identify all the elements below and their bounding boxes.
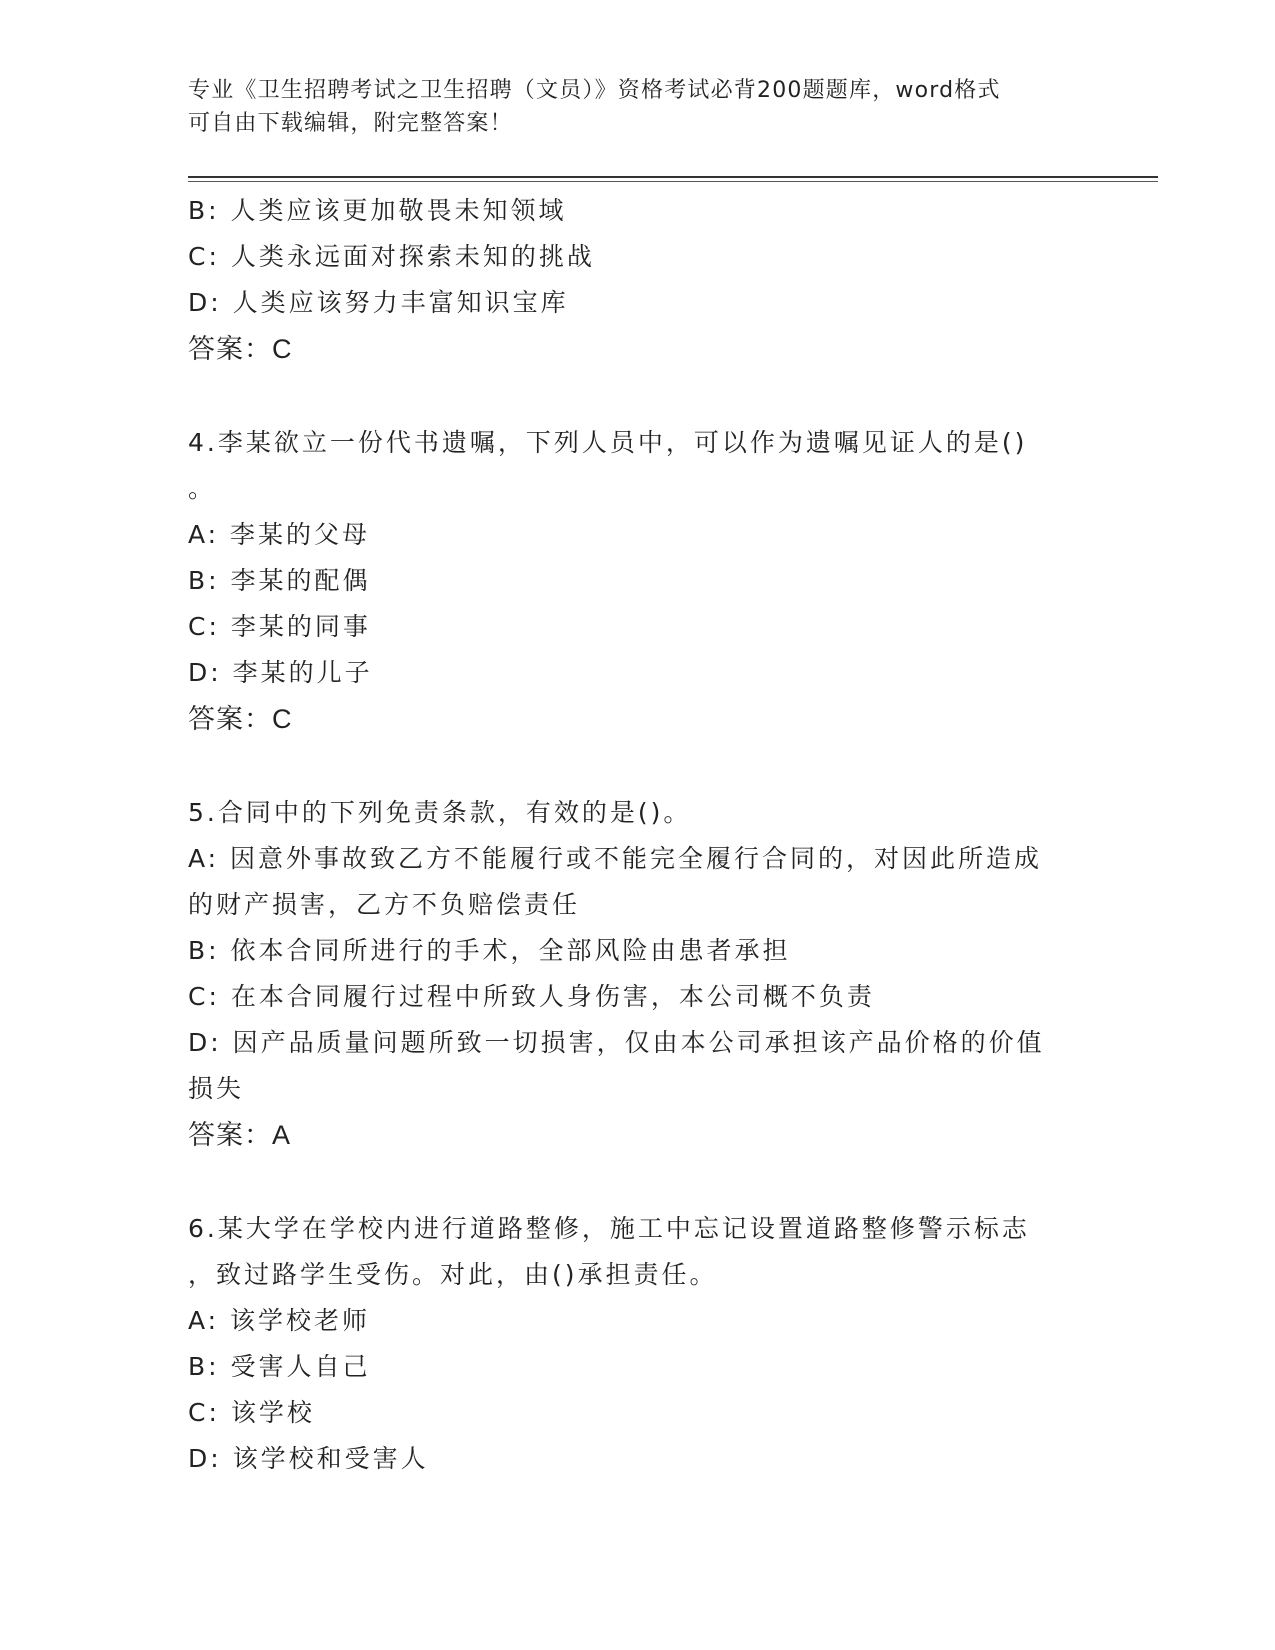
- q3-answer: 答案：C: [188, 334, 293, 364]
- header-line-2: 可自由下载编辑，附完整答案！: [188, 111, 513, 136]
- spacer: [188, 372, 1088, 420]
- q5-option-c: C: 在本合同履行过程中所致人身伤害，本公司概不负责: [188, 982, 875, 1011]
- question-4: [188, 420, 1088, 742]
- document-header: [188, 74, 1088, 140]
- q6-stem-line-1: 6.某大学在学校内进行道路整修，施工中忘记设置道路整修警示标志: [188, 1214, 1030, 1243]
- q5-option-a-line-2: 的财产损害，乙方不负赔偿责任: [188, 890, 581, 919]
- question-5: [188, 790, 1088, 1158]
- question-list: [188, 188, 1088, 1482]
- q6-option-c: C: 该学校: [188, 1398, 315, 1427]
- q4-option-c: C: 李某的同事: [188, 612, 371, 641]
- q5-option-a-line-1: A: 因意外事故致乙方不能履行或不能完全履行合同的，对因此所造成: [188, 844, 1043, 873]
- q5-option-d-line-2: 损失: [188, 1074, 245, 1103]
- q3-option-d: D: 人类应该努力丰富知识宝库: [188, 288, 569, 317]
- q4-option-a: A: 李某的父母: [188, 520, 371, 549]
- q3-option-b: B: 人类应该更加敬畏未知领域: [188, 196, 567, 225]
- q6-option-b: B: 受害人自己: [188, 1352, 371, 1381]
- spacer: [188, 1158, 1088, 1206]
- q5-option-b: B: 依本合同所进行的手术，全部风险由患者承担: [188, 936, 791, 965]
- q5-stem: 5.合同中的下列免责条款，有效的是()。: [188, 798, 692, 827]
- q5-answer: 答案：A: [188, 1120, 292, 1150]
- q6-option-d: D: 该学校和受害人: [188, 1444, 429, 1473]
- q4-stem-line-2: 。: [188, 474, 217, 503]
- q6-stem-line-2: ，致过路学生受伤。对此，由()承担责任。: [188, 1260, 718, 1289]
- q4-stem-line-1: 4.李某欲立一份代书遗嘱，下列人员中，可以作为遗嘱见证人的是(): [188, 428, 1028, 457]
- question-6: [188, 1206, 1088, 1482]
- q3-option-c: C: 人类永远面对探索未知的挑战: [188, 242, 595, 271]
- header-divider-thin: [188, 181, 1158, 182]
- header-line-1: 专业《卫生招聘考试之卫生招聘（文员）》资格考试必背200题题库，word格式: [188, 78, 1001, 103]
- q4-option-b: B: 李某的配偶: [188, 566, 371, 595]
- header-divider-thick: [188, 176, 1158, 178]
- q5-option-d-line-1: D: 因产品质量问题所致一切损害，仅由本公司承担该产品价格的价值: [188, 1028, 1045, 1057]
- question-3: [188, 188, 1088, 372]
- spacer: [188, 742, 1088, 790]
- q4-answer: 答案：C: [188, 704, 293, 734]
- q4-option-d: D: 李某的儿子: [188, 658, 373, 687]
- q6-option-a: A: 该学校老师: [188, 1306, 371, 1335]
